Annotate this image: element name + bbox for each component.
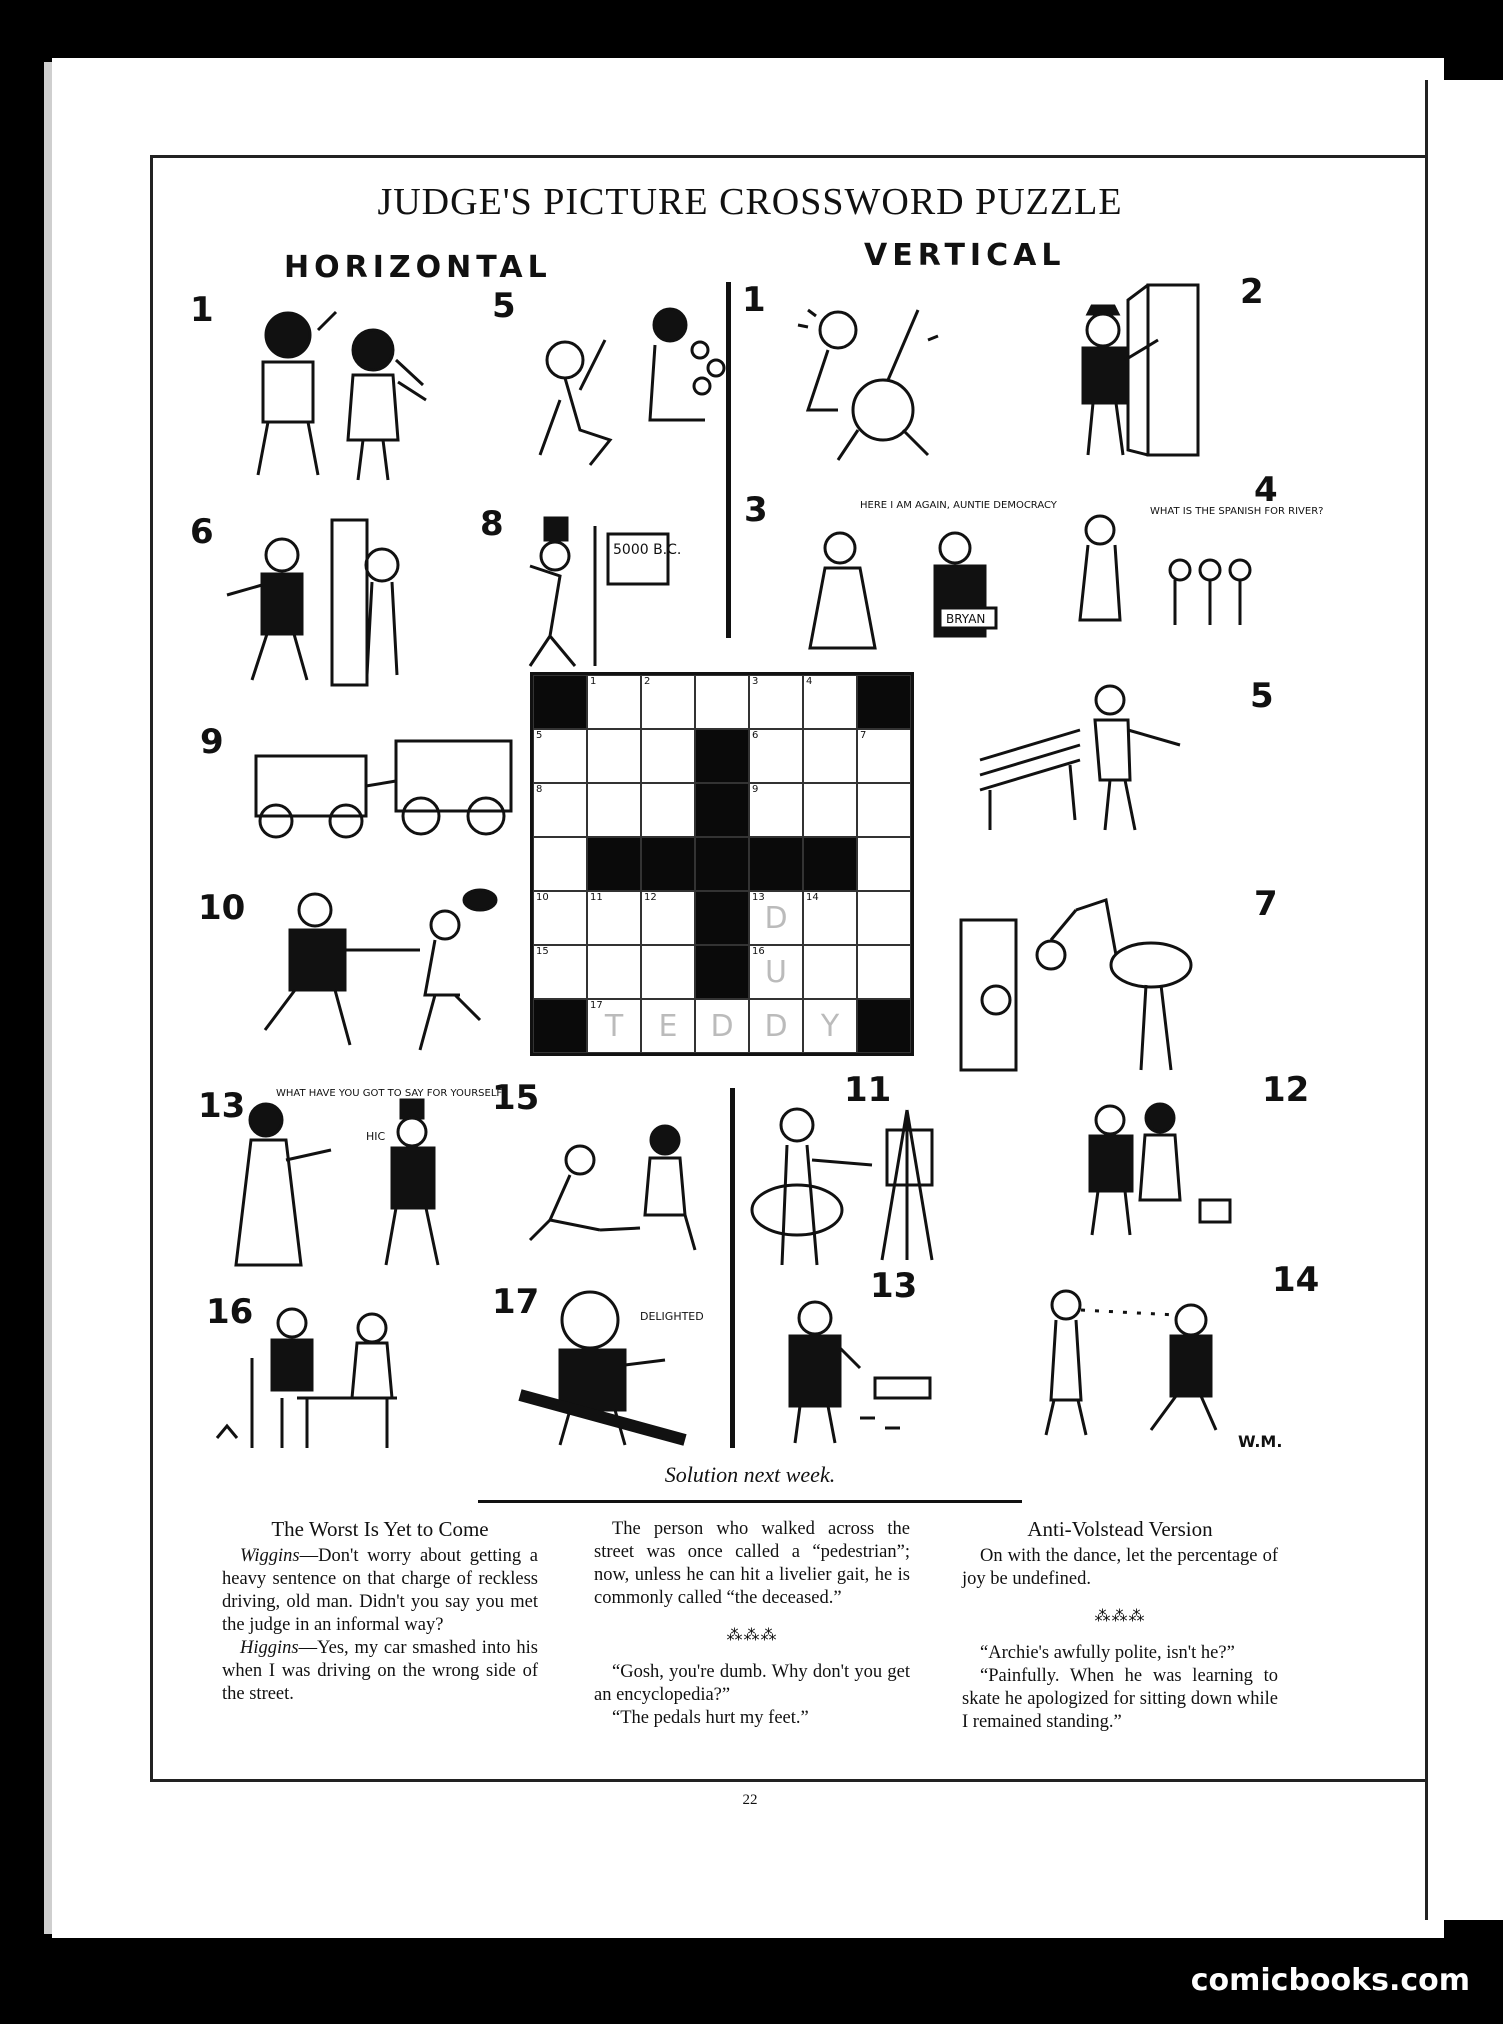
grid-cell bbox=[587, 729, 641, 783]
grid-cell bbox=[749, 945, 803, 999]
cell-number: 16 bbox=[752, 946, 765, 957]
vertical-heading: VERTICAL bbox=[864, 238, 1066, 273]
cartoon-vertical-2 bbox=[1048, 270, 1208, 470]
grid-cell-black bbox=[857, 675, 911, 729]
vertical-clue-number: 4 bbox=[1254, 470, 1278, 510]
horizontal-clue-number: 6 bbox=[190, 512, 214, 552]
cartoon-vertical-5 bbox=[960, 670, 1200, 840]
v4-speech-text: WHAT IS THE SPANISH FOR RIVER? bbox=[1150, 506, 1324, 517]
grid-cell-black bbox=[695, 783, 749, 837]
column-2-paragraph-3: “The pedals hurt my feet.” bbox=[612, 1708, 809, 1728]
cell-number: 8 bbox=[536, 784, 543, 795]
grid-cell bbox=[749, 783, 803, 837]
grid-cell bbox=[641, 999, 695, 1053]
cartoon-horizontal-10 bbox=[220, 880, 520, 1060]
cell-letter: E bbox=[658, 1008, 678, 1044]
horizontal-clue-number: 8 bbox=[480, 504, 504, 544]
cell-letter: D bbox=[710, 1008, 734, 1044]
divider-rule bbox=[478, 1500, 1022, 1503]
vertical-clue-number: 13 bbox=[870, 1266, 918, 1306]
column-2-paragraph-2: “Gosh, you're dumb. Why don't you get an encyclopedia?” bbox=[594, 1662, 910, 1705]
cartoon-horizontal-5 bbox=[520, 290, 730, 480]
h17-speech-text: DELIGHTED bbox=[640, 1310, 704, 1323]
grid-cell bbox=[587, 891, 641, 945]
h8-sign-text: 5000 B.C. bbox=[613, 542, 682, 558]
grid-cell-black bbox=[641, 837, 695, 891]
grid-cell bbox=[857, 945, 911, 999]
cartoon-vertical-1 bbox=[778, 290, 968, 470]
speaker-name: Higgins bbox=[240, 1638, 299, 1658]
grid-cell bbox=[587, 783, 641, 837]
vertical-clue-number: 7 bbox=[1254, 884, 1278, 924]
dialogue-text: —Don't worry about getting a heavy sentence on that charge of reckless driving, old man. Didn't you say you met the judge in an informal way? bbox=[222, 1546, 538, 1635]
h13-speech-text: WHAT HAVE YOU GOT TO SAY FOR YOURSELF? bbox=[276, 1088, 508, 1099]
column-2-paragraph-1: The person who walked across the street was once called a “pedestrian”; now, unless he can hit a livelier gait, he is commonly called “the deceased.” bbox=[594, 1519, 910, 1608]
cell-letter: T bbox=[604, 1008, 624, 1044]
grid-cell bbox=[641, 783, 695, 837]
column-1-paragraph-1 bbox=[222, 1545, 538, 1637]
vertical-clue-number: 5 bbox=[1250, 676, 1274, 716]
grid-cell bbox=[749, 729, 803, 783]
grid-cell-black bbox=[749, 837, 803, 891]
cell-number: 1 bbox=[590, 676, 597, 687]
cartoon-vertical-14 bbox=[1026, 1270, 1246, 1450]
cartoon-horizontal-15 bbox=[520, 1110, 720, 1260]
cartoon-vertical-11 bbox=[742, 1090, 972, 1270]
cell-number: 4 bbox=[806, 676, 813, 687]
v3-sign-text: BRYAN bbox=[946, 612, 986, 626]
h13-hic-text: HIC bbox=[366, 1130, 386, 1143]
grid-cell-black bbox=[695, 837, 749, 891]
grid-cell-black bbox=[803, 837, 857, 891]
cell-number: 7 bbox=[860, 730, 867, 741]
grid-cell-black bbox=[695, 891, 749, 945]
cell-number: 14 bbox=[806, 892, 819, 903]
column-3-paragraph-2: “Archie's awfully polite, isn't he?” bbox=[980, 1643, 1235, 1663]
grid-cell bbox=[857, 783, 911, 837]
grid-cell bbox=[641, 945, 695, 999]
divider-lower bbox=[730, 1088, 735, 1448]
horizontal-heading: HORIZONTAL bbox=[284, 250, 552, 285]
horizontal-clue-number: 5 bbox=[492, 286, 516, 326]
separator-stars: ⁂⁂⁂ bbox=[726, 1627, 778, 1644]
dialogue-text: —Yes, my car smashed into his when I was driving on the wrong side of the street. bbox=[222, 1638, 538, 1704]
grid-cell bbox=[533, 891, 587, 945]
grid-cell-black bbox=[857, 999, 911, 1053]
horizontal-clue-number: 15 bbox=[492, 1078, 540, 1118]
grid-cell bbox=[587, 675, 641, 729]
cartoon-horizontal-1 bbox=[218, 290, 438, 490]
vertical-clue-number: 11 bbox=[844, 1070, 892, 1110]
artist-signature: W.M. bbox=[1238, 1432, 1283, 1451]
cartoon-vertical-4 bbox=[1060, 490, 1324, 640]
column-3-heading: Anti-Volstead Version bbox=[1027, 1517, 1213, 1541]
grid-cell bbox=[641, 729, 695, 783]
cartoon-vertical-12 bbox=[1070, 1090, 1240, 1240]
grid-cell bbox=[695, 999, 749, 1053]
cartoon-horizontal-17 bbox=[500, 1280, 720, 1450]
cartoon-horizontal-6 bbox=[212, 510, 422, 690]
grid-cell bbox=[641, 891, 695, 945]
cell-number: 5 bbox=[536, 730, 543, 741]
horizontal-clue-number: 1 bbox=[190, 290, 214, 330]
grid-cell bbox=[857, 837, 911, 891]
column-1-heading: The Worst Is Yet to Come bbox=[271, 1517, 489, 1541]
separator-stars: ⁂⁂⁂ bbox=[1094, 1608, 1146, 1625]
grid-cell bbox=[587, 999, 641, 1053]
grid-cell bbox=[587, 945, 641, 999]
cartoon-horizontal-8 bbox=[500, 506, 680, 676]
cell-number: 3 bbox=[752, 676, 759, 687]
grid-cell bbox=[803, 945, 857, 999]
grid-cell-black bbox=[695, 945, 749, 999]
grid-cell-black bbox=[533, 999, 587, 1053]
facing-page-edge bbox=[1425, 80, 1503, 1920]
cell-number: 9 bbox=[752, 784, 759, 795]
cartoon-vertical-3 bbox=[780, 478, 1057, 668]
solution-note: Solution next week. bbox=[664, 1462, 836, 1487]
grid-cell bbox=[695, 675, 749, 729]
column-3-paragraph-1: On with the dance, let the percentage of joy be undefined. bbox=[962, 1546, 1278, 1589]
horizontal-clue-number: 17 bbox=[492, 1282, 540, 1322]
cell-letter: U bbox=[765, 954, 787, 990]
horizontal-clue-number: 16 bbox=[206, 1292, 254, 1332]
watermark: comicbooks.com bbox=[1190, 1963, 1470, 1998]
cell-letter: D bbox=[764, 900, 788, 936]
cartoon-horizontal-16 bbox=[212, 1288, 432, 1458]
cell-number: 10 bbox=[536, 892, 549, 903]
grid-cell bbox=[857, 729, 911, 783]
column-2 bbox=[594, 1518, 910, 1730]
grid-cell bbox=[533, 945, 587, 999]
grid-cell bbox=[803, 999, 857, 1053]
page-title: JUDGE'S PICTURE CROSSWORD PUZZLE bbox=[377, 181, 1123, 223]
crossword-grid bbox=[530, 672, 914, 1056]
cell-number: 17 bbox=[590, 1000, 603, 1011]
horizontal-clue-number: 10 bbox=[198, 888, 246, 928]
cell-number: 12 bbox=[644, 892, 657, 903]
grid-cell-black bbox=[695, 729, 749, 783]
cell-letter: Y bbox=[820, 1008, 840, 1044]
grid-cell-black bbox=[533, 675, 587, 729]
column-3 bbox=[962, 1518, 1278, 1734]
cartoon-horizontal-13 bbox=[216, 1080, 508, 1280]
column-1-paragraph-2 bbox=[222, 1637, 538, 1706]
vertical-clue-number: 3 bbox=[744, 490, 768, 530]
horizontal-clue-number: 13 bbox=[198, 1086, 246, 1126]
grid-cell bbox=[749, 891, 803, 945]
grid-cell bbox=[749, 675, 803, 729]
cartoon-vertical-13 bbox=[760, 1288, 950, 1448]
column-1 bbox=[222, 1518, 538, 1706]
v3-speech-text: HERE I AM AGAIN, AUNTIE DEMOCRACY bbox=[860, 500, 1057, 511]
grid-cell bbox=[641, 675, 695, 729]
vertical-clue-number: 12 bbox=[1262, 1070, 1310, 1110]
grid-cell bbox=[533, 783, 587, 837]
vertical-clue-number: 14 bbox=[1272, 1260, 1320, 1300]
cell-number: 6 bbox=[752, 730, 759, 741]
grid-cell bbox=[749, 999, 803, 1053]
grid-cell bbox=[857, 891, 911, 945]
vertical-clue-number: 2 bbox=[1240, 272, 1264, 312]
grid-cell bbox=[803, 891, 857, 945]
grid-cell-black bbox=[587, 837, 641, 891]
grid-cell bbox=[533, 837, 587, 891]
cell-number: 11 bbox=[590, 892, 603, 903]
cell-number: 13 bbox=[752, 892, 765, 903]
speaker-name: Wiggins bbox=[240, 1546, 300, 1566]
grid-cell bbox=[533, 729, 587, 783]
grid-cell bbox=[803, 675, 857, 729]
grid-cell bbox=[803, 783, 857, 837]
vertical-clue-number: 1 bbox=[742, 280, 766, 320]
page-number: 22 bbox=[742, 1792, 758, 1808]
cell-number: 2 bbox=[644, 676, 651, 687]
cartoon-vertical-7 bbox=[956, 880, 1216, 1080]
horizontal-clue-number: 9 bbox=[200, 722, 224, 762]
cell-letter: D bbox=[764, 1008, 788, 1044]
column-3-paragraph-3: “Painfully. When he was learning to skate he apologized for sitting down while I remained standing.” bbox=[962, 1666, 1278, 1732]
cartoon-horizontal-9 bbox=[236, 716, 526, 846]
cell-number: 15 bbox=[536, 946, 549, 957]
grid-cell bbox=[803, 729, 857, 783]
